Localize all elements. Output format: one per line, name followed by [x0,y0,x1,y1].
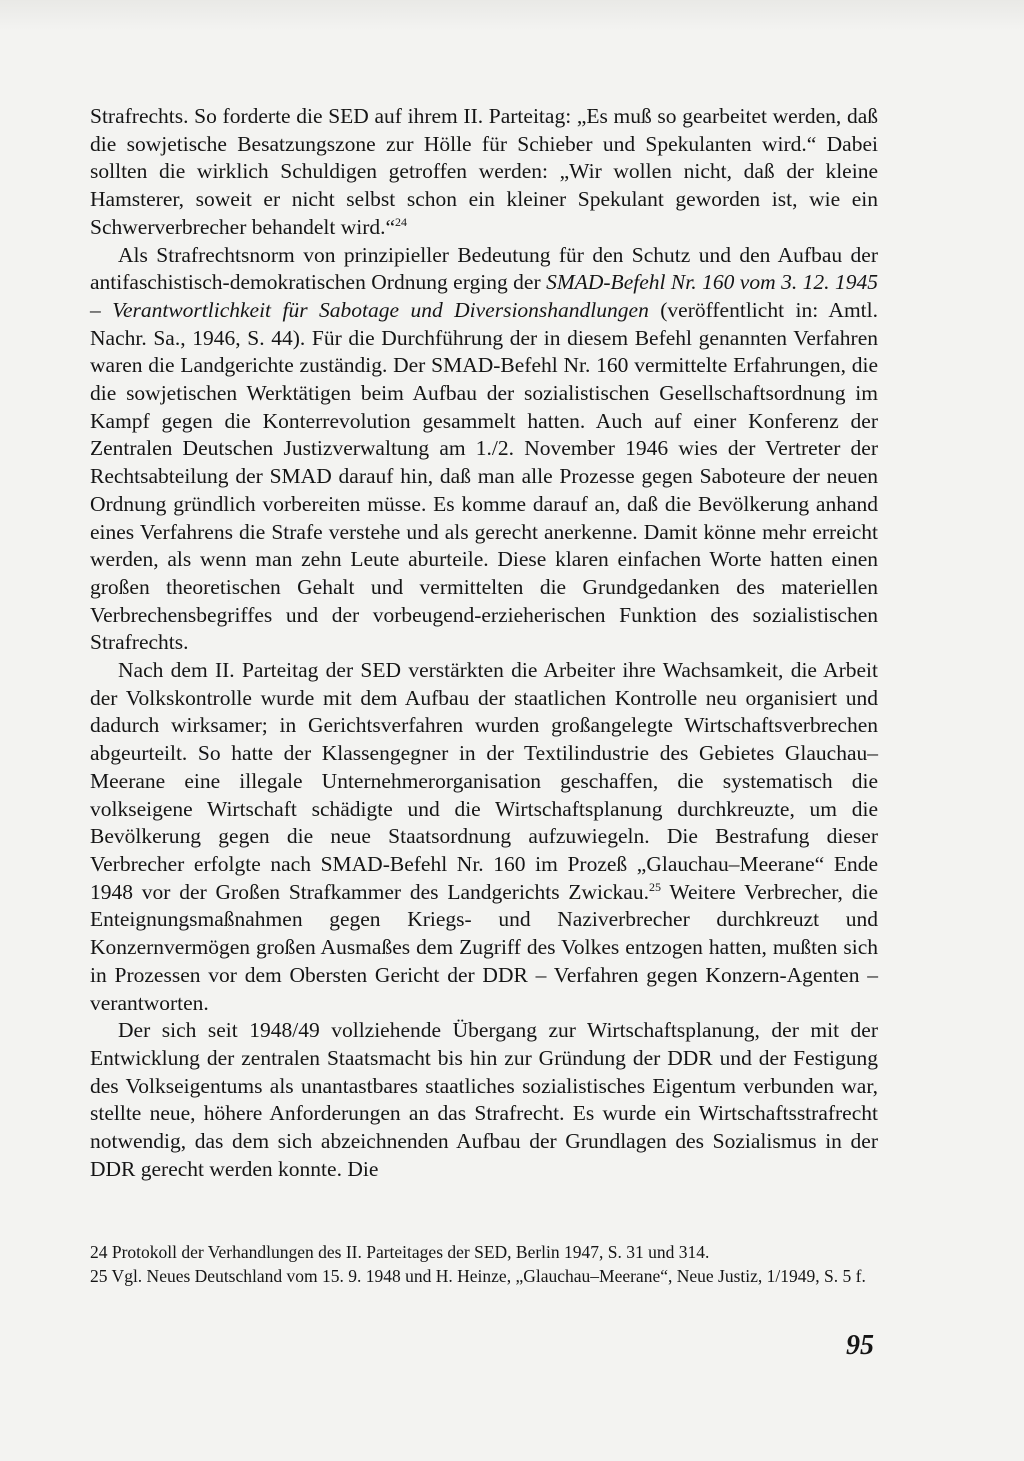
page-top-edge [0,0,1024,30]
footnote-24: 24 Protokoll der Verhandlungen des II. Parteitages der SED, Berlin 1947, S. 31 und 314. [90,1242,710,1262]
footnote-ref-25: 25 [648,879,661,894]
page-number: 95 [846,1330,874,1361]
paragraph-4 [90,1017,878,1183]
footnote-25: 25 Vgl. Neues Deutschland vom 15. 9. 1948 und H. Heinze, „Glauchau–Meerane“, Neue Justiz, 1/1949, S. 5 f. [90,1266,866,1286]
footnote-ref-24: 24 [395,214,408,229]
paragraph-2 [90,242,878,658]
footnotes [90,1240,890,1288]
paragraph-2-intro: Als Strafrechtsnorm von prinzipieller Bedeutung für den Schutz und den Aufbau der antifaschistisch-demokratischen Ordnung erging der [90,242,878,295]
paragraph-1-text: Strafrechts. So forderte die SED auf ihrem II. Parteitag: „Es muß so gearbeitet werden, daß die sowjetische Besatzungszone zur Hölle für Schieber und Spekulanten wird.“ Dabei sollten die wirklich Schuldigen getroffen werden: „Wir wollen nicht, daß der kleine Hamsterer, soweit er nicht selbst schon ein kleiner Spekulant geworden ist, wie ein Schwerverbrecher behandelt wird.“ [90,104,878,239]
body-text [90,103,878,1183]
paragraph-4-text: Der sich seit 1948/49 vollziehende Übergang zur Wirtschaftsplanung, der mit der Entwicklung der zentralen Staatsmacht bis hin zur Gründung der DDR und der Festigung des Volkseigentums als unantastbares staatliches sozialistisches Eigentum verbunden war, stellte neue, höhere Anforderungen an das Strafrecht. Es wurde ein Wirtschaftsstrafrecht notwendig, das dem sich abzeichnenden Aufbau der Grundlagen des Sozialismus in der DDR gerecht werden konnte. Die [90,1018,878,1181]
paragraph-3-text-a: Nach dem II. Parteitag der SED verstärkten die Arbeiter ihre Wachsamkeit, die Arbeit der Volkskontrolle wurde mit dem Aufbau der staatlichen Kontrolle neu organisiert und dadurch wirksamer; in Gerichtsverfahren wurden großangelegte Wirtschaftsverbrechen abgeurteilt. So hatte der Klassengegner in der Textilindustrie des Gebietes Glauchau–Meerane eine illegale Unternehmerorganisation geschaffen, die systematisch die volkseigene Wirtschaft schädigte und die Wirtschaftsplanung durchkreuzte, um die Bevölkerung gegen die neue Staatsordnung aufzuwiegeln. Die Bestrafung dieser Verbrecher erfolgte nach SMAD-Befehl Nr. 160 im Prozeß „Glauchau–Meerane“ Ende 1948 vor der Großen Strafkammer des Landgerichts Zwickau. [90,658,878,904]
paragraph-1 [90,103,878,242]
paragraph-3-text-b: Weitere Verbrecher, die Enteignungsmaßnahmen gegen Kriegs- und Naziverbrecher durchkreuzt und Konzernvermögen großen Ausmaßes dem Zugriff des Volkes entzogen hatten, mußten sich in Prozessen vor dem Obersten Gericht der DDR – Verfahren gegen Konzern-Agenten – verantworten. [90,879,878,1015]
paragraph-2-order-title: SMAD-Befehl Nr. 160 vom 3. 12. 1945 – Verantwortlichkeit für Sabotage und Diversionshandlungen [90,270,878,322]
paragraph-3 [90,657,878,1017]
paragraph-2-rest: (veröffentlicht in: Amtl. Nachr. Sa., 1946, S. 44). Für die Durchführung der in diesem Befehl genannten Verfahren waren die Landgerichte zuständig. Der SMAD-Befehl Nr. 160 vermittelte Erfahrungen, die die sowjetischen Werktätigen beim Aufbau der sozialistischen Gesellschaftsordnung im Kampf gegen die Konterrevolution gesammelt hatten. Auch auf einer Konferenz der Zentralen Deutschen Justizverwaltung am 1./2. November 1946 wies der Vertreter der Rechtsabteilung der SMAD darauf hin, daß man alle Prozesse gegen Saboteure der neuen Ordnung gründlich vorbereiten müsse. Es komme darauf an, daß die Bevölkerung anhand eines Verfahrens die Strafe verstehe und als gerecht anerkenne. Damit könne mehr erreicht werden, als wenn man zehn Leute aburteile. Diese klaren einfachen Worte hatten einen großen theoretischen Gehalt und vermittelten die Grundgedanken des materiellen Verbrechensbegriffes und der vorbeugend-erzieherischen Funktion des sozialistischen Strafrechts. [90,297,879,655]
